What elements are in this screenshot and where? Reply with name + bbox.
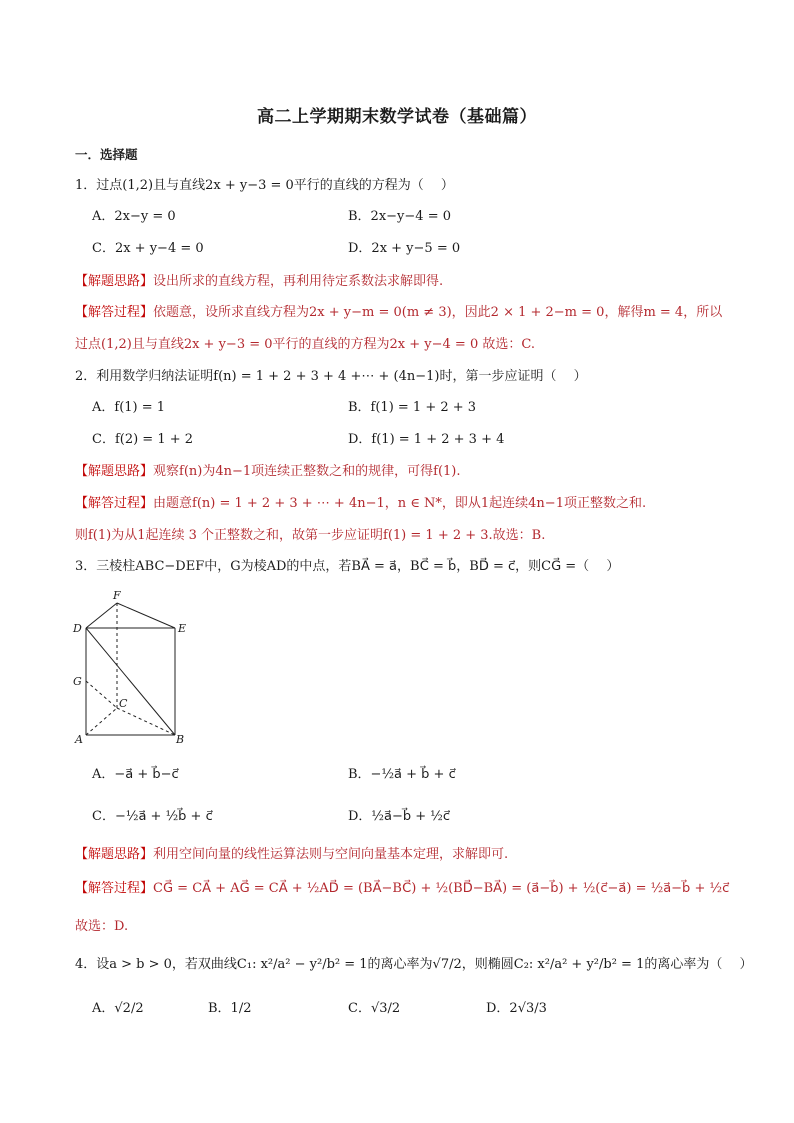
- q2-option-a: A．f(1) = 1: [92, 400, 166, 415]
- q2-option-d: D．f(1) = 1 + 2 + 3 + 4: [348, 432, 505, 447]
- label-B: B: [176, 733, 185, 746]
- label-E: E: [178, 622, 187, 635]
- q1-process-line1: [75, 304, 722, 322]
- q3-process-line2: 故选：D.: [75, 919, 129, 934]
- q4-option-d: D．2√3/3: [486, 1001, 547, 1016]
- q3-idea-tag: 【解题思路】: [75, 847, 154, 862]
- q3-option-b: B．−½a⃗ + b⃗ + c⃗: [348, 767, 456, 782]
- q2-idea-text: 观察f(n)为4n−1项连续正整数之和的规律，可得f(1).: [153, 464, 461, 479]
- page-title: 高二上学期期末数学试卷（基础篇）: [257, 107, 537, 127]
- q1-idea-tag: 【解题思路】: [75, 274, 154, 289]
- prism-diagram: [72, 588, 192, 746]
- label-G: G: [73, 675, 82, 688]
- label-A: A: [75, 733, 83, 746]
- edge-DB: [86, 628, 175, 735]
- label-C: C: [119, 697, 128, 710]
- q2-proc-text1: 由题意f(n) = 1 + 2 + 3 + ⋯ + 4n−1，n ∈ N*，即从1起连续4n−1项正整数之和.: [153, 496, 647, 511]
- q2-proc-tag: 【解答过程】: [75, 496, 154, 511]
- q3-idea-text: 利用空间向量的线性运算法则与空间向量基本定理，求解即可.: [153, 847, 509, 862]
- q1-proc-tag: 【解答过程】: [75, 305, 154, 320]
- q1-process-line2: 过点(1,2)且与直线2x + y−3 = 0平行的直线的方程为2x + y−4 = 0 故选：C.: [75, 337, 535, 352]
- q3-process-line1: [75, 880, 729, 898]
- q2-process-line2: 则f(1)为从1起连续 3 个正整数之和，故第一步应证明f(1) = 1 + 2 + 3.故选：B.: [75, 528, 546, 543]
- q2-option-c: C．f(2) = 1 + 2: [92, 432, 194, 447]
- q3-idea: [75, 846, 508, 864]
- edge-DF: [86, 603, 117, 628]
- edge-AC: [86, 708, 117, 735]
- q1-idea: [75, 273, 443, 291]
- prism-figure: [72, 588, 192, 746]
- q3-option-a: A．−a⃗ + b⃗−c⃗: [92, 767, 179, 782]
- q4-option-a: A．√2/2: [92, 1001, 144, 1016]
- q2-idea-tag: 【解题思路】: [75, 464, 154, 479]
- q1-option-a: A．2x−y = 0: [92, 209, 176, 224]
- q2-stem: 2．利用数学归纳法证明f(n) = 1 + 2 + 3 + 4 +⋯ + (4n−1)时，第一步应证明（ ）: [75, 369, 587, 384]
- q2-option-b: B．f(1) = 1 + 2 + 3: [348, 400, 477, 415]
- q1-proc-text1: 依题意，设所求直线方程为2x + y−m = 0(m ≠ 3)，因此2 × 1 + 2−m = 0，解得m = 4，所以: [153, 305, 723, 320]
- q3-option-c: C．−½a⃗ + ½b⃗ + c⃗: [92, 809, 213, 824]
- label-F: F: [113, 589, 121, 602]
- label-D: D: [73, 622, 82, 635]
- q1-idea-text: 设出所求的直线方程，再利用待定系数法求解即得.: [153, 274, 444, 289]
- q2-process-line1: [75, 495, 646, 513]
- edge-CB: [117, 708, 175, 735]
- q3-stem: 3．三棱柱ABC−DEF中，G为棱AD的中点，若BA⃗ = a⃗，BC⃗ = b⃗，BD⃗ = c⃗，则CG⃗ =（ ）: [75, 559, 620, 574]
- q3-proc-tag: 【解答过程】: [75, 881, 154, 896]
- q4-option-b: B．1/2: [208, 1001, 252, 1016]
- q3-proc-text1: CG⃗ = CA⃗ + AG⃗ = CA⃗ + ½AD⃗ = (BA⃗−BC⃗) + ½(BD⃗−BA⃗) = (a⃗−b⃗) + ½(c⃗−a⃗) = ½a⃗−b⃗ + ½c⃗: [153, 881, 730, 896]
- q1-option-c: C．2x + y−4 = 0: [92, 241, 204, 256]
- section-heading: 一．选择题: [75, 147, 138, 162]
- q1-stem: 1．过点(1,2)且与直线2x + y−3 = 0平行的直线的方程为（ ）: [75, 178, 454, 193]
- q3-option-d: D．½a⃗−b⃗ + ½c⃗: [348, 809, 451, 824]
- edge-FE: [117, 603, 175, 628]
- q4-option-c: C．√3/2: [348, 1001, 401, 1016]
- edge-GC: [86, 681, 117, 708]
- q1-option-d: D．2x + y−5 = 0: [348, 241, 461, 256]
- q1-option-b: B．2x−y−4 = 0: [348, 209, 451, 224]
- q2-idea: [75, 463, 461, 481]
- q4-stem: 4．设a > b > 0，若双曲线C₁: x²/a² − y²/b² = 1的离心率为√7/2，则椭圆C₂: x²/a² + y²/b² = 1的离心率为（ ）: [75, 957, 753, 972]
